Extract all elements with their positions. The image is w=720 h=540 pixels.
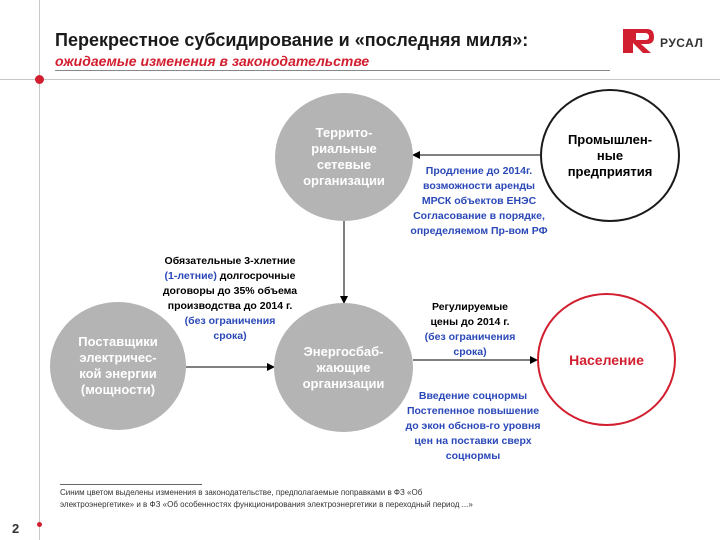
footnote: Синим цветом выделены изменения в законодательстве, предполагаемые поправками в ФЗ «Об электроэнергетике» и в ФЗ «Об особенностях функционирования электроэнергетики в переходный период ...» [60, 488, 473, 509]
annotation-lease-extension: Продление до 2014г. возможности аренды МРСК объектов ЕНЭС Согласование в порядке, определяемом Пр-вом РФ [410, 165, 548, 237]
node-industrial-enterprises: Промышлен- ные предприятия [540, 89, 680, 222]
page-title: Перекрестное субсидирование и «последняя миля»: [55, 30, 529, 50]
footnote-rule [60, 484, 202, 485]
annotation-long-term-contracts: Обязательные 3-хлетние (1-летние) долгосрочные договоры до 35% объема производства до 2014 г. (без ограничения срока) [162, 255, 298, 342]
node-energy-sales: Энергосбаб- жающие организации [274, 303, 413, 432]
page-subtitle: ожидаемые изменения в законодательстве [55, 53, 370, 69]
annotation-regulated-prices: Регулируемые цены до 2014 г. (без ограничения срока) [424, 301, 516, 358]
footer-accent-dot [37, 522, 42, 527]
node-population: Население [537, 293, 676, 426]
logo-text: РУСАЛ [660, 36, 704, 50]
page-number: 2 [12, 521, 20, 536]
node-territorial-grid: Террито- риальные сетевые организации [275, 93, 413, 221]
annotation-social-norms: Введение соцнормы Постепенное повышение до экон обснов-го уровня цен на поставки сверх соцнормы [405, 390, 541, 462]
node-electricity-suppliers: Поставщики электричес- кой энергии (мощности) [50, 302, 186, 430]
